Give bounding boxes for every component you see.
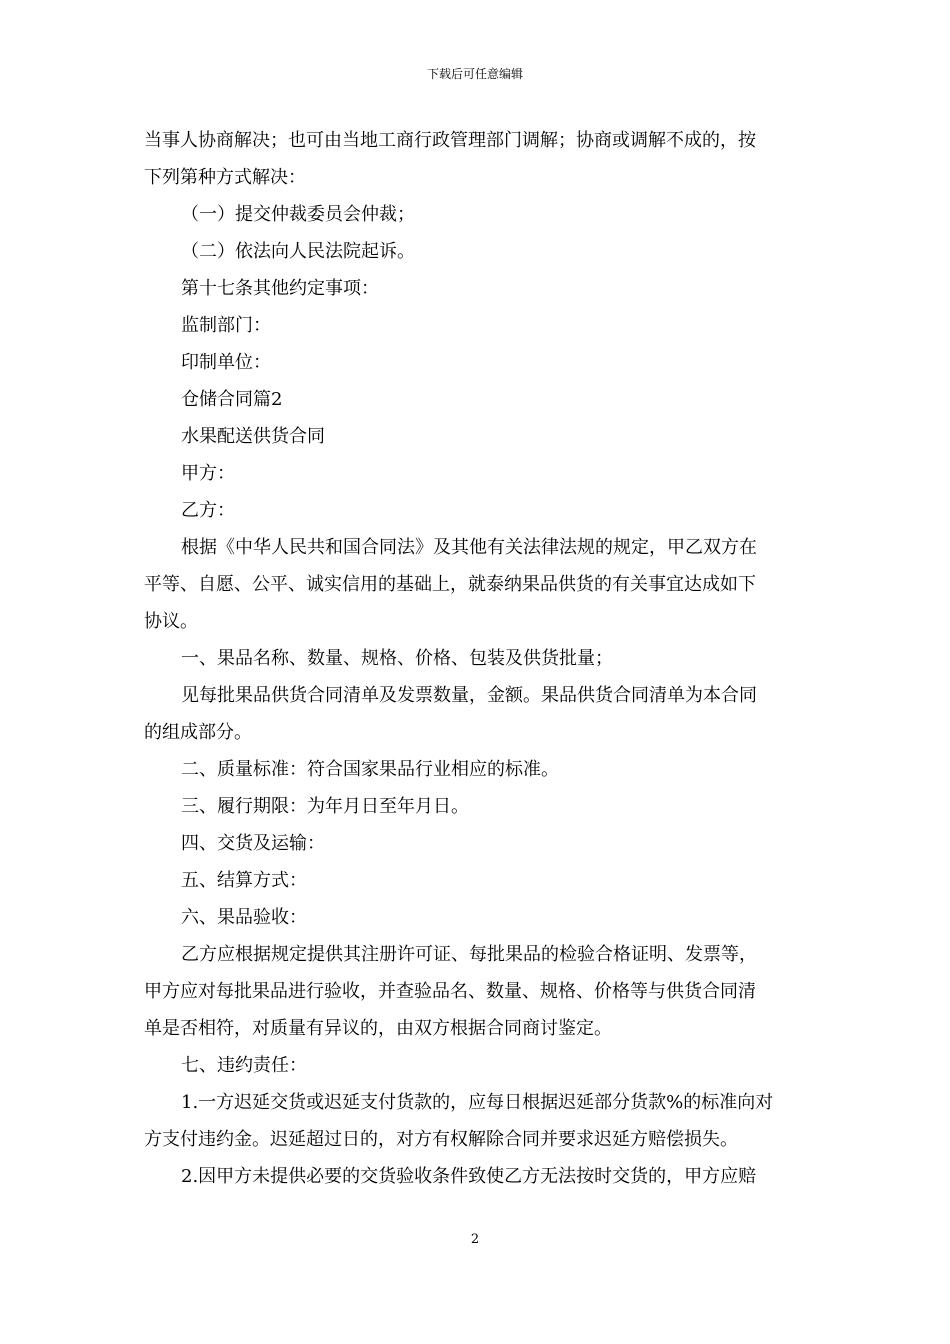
text-line: （二）依法向人民法院起诉。 xyxy=(181,241,415,262)
text-line: 当事人协商解决；也可由当地工商行政管理部门调解；协商或调解不成的，按 xyxy=(144,130,756,151)
text-line: 三、履行期限：为年月日至年月日。 xyxy=(181,796,469,817)
text-line: 六、果品验收： xyxy=(181,907,307,928)
text-line: 印制单位： xyxy=(181,352,271,373)
text-line: 仓储合同篇2 xyxy=(181,389,283,410)
text-line: 甲方： xyxy=(181,463,235,484)
text-line: 2.因甲方未提供必要的交货验收条件致使乙方无法按时交货的，甲方应赔 xyxy=(181,1166,757,1187)
text-line: 1.一方迟延交货或迟延支付货款的，应每日根据迟延部分货款%的标准向对 xyxy=(181,1092,774,1113)
page-number: 2 xyxy=(470,1232,480,1247)
text-line: 四、交货及运输： xyxy=(181,833,325,854)
text-line: 一、果品名称、数量、规格、价格、包装及供货批量； xyxy=(181,648,613,669)
text-line: 单是否相符，对质量有异议的，由双方根据合同商讨鉴定。 xyxy=(144,1018,612,1039)
text-line: 监制部门： xyxy=(181,315,271,336)
text-line: 五、结算方式： xyxy=(181,870,307,891)
text-line: （一）提交仲裁委员会仲裁； xyxy=(181,204,415,225)
text-line: 方支付违约金。迟延超过日的，对方有权解除合同并要求迟延方赔偿损失。 xyxy=(144,1129,738,1150)
text-line: 乙方应根据规定提供其注册许可证、每批果品的检验合格证明、发票等， xyxy=(181,944,757,965)
text-line: 根据《中华人民共和国合同法》及其他有关法律法规的规定，甲乙双方在 xyxy=(181,537,757,558)
text-line: 的组成部分。 xyxy=(144,722,252,743)
text-line: 下列第种方式解决： xyxy=(144,167,306,188)
text-line: 平等、自愿、公平、诚实信用的基础上，就泰纳果品供货的有关事宜达成如下 xyxy=(144,574,756,595)
page-header: 下载后可任意编辑 xyxy=(426,67,523,81)
text-line: 甲方应对每批果品进行验收，并查验品名、数量、规格、价格等与供货合同清 xyxy=(144,981,756,1002)
document-body xyxy=(144,122,806,1195)
text-line: 第十七条其他约定事项： xyxy=(181,278,379,299)
text-line: 乙方： xyxy=(181,500,235,521)
text-line: 见每批果品供货合同清单及发票数量，金额。果品供货合同清单为本合同 xyxy=(181,685,757,706)
text-line: 水果配送供货合同 xyxy=(181,426,325,447)
text-line: 七、违约责任： xyxy=(181,1055,307,1076)
text-line: 协议。 xyxy=(144,611,198,632)
text-line: 二、质量标准：符合国家果品行业相应的标准。 xyxy=(181,759,559,780)
